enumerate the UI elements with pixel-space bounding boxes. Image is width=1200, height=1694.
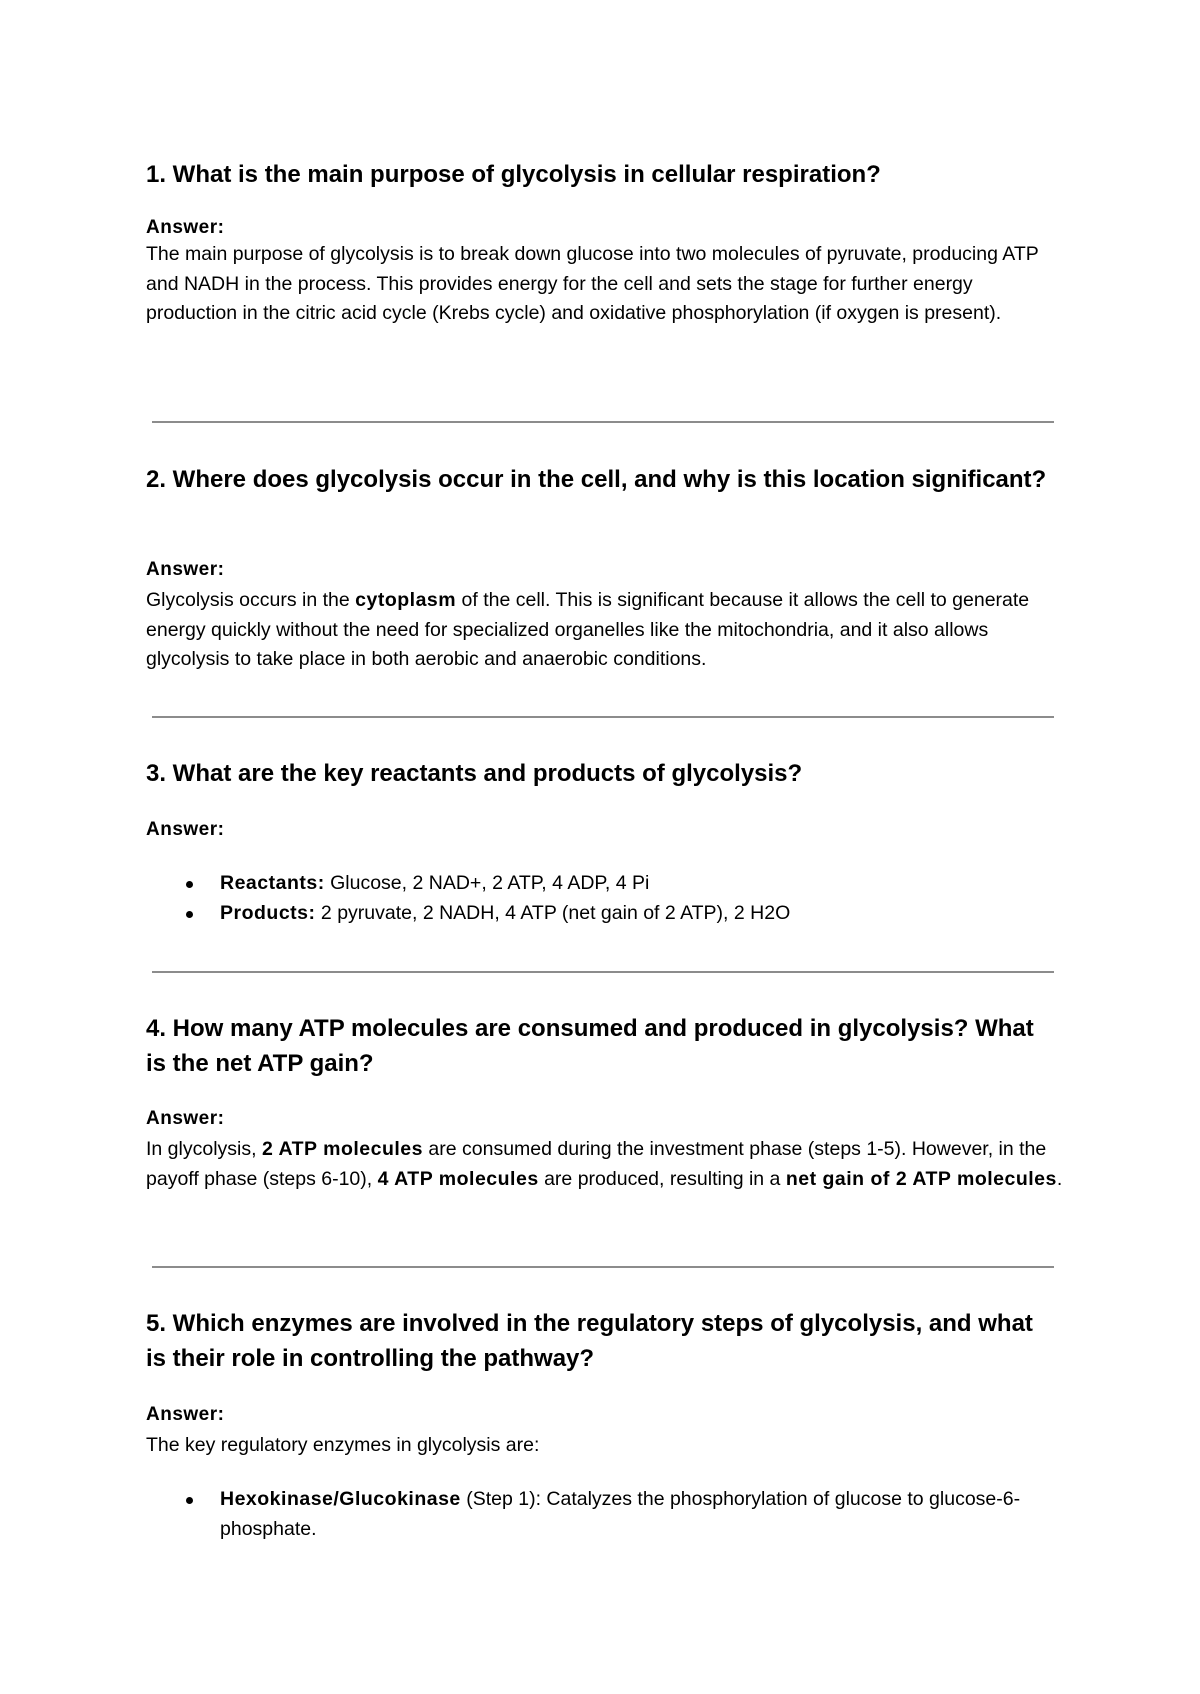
answer-5-bullet-list [146,1485,1066,1544]
answer-2-text [146,586,1066,675]
answer-1-label: Answer: [146,217,225,238]
list-item [146,869,1066,899]
answer-4-text [146,1135,1066,1194]
answer-text-segment: are produced, resulting in a [538,1167,786,1190]
answer-1-text: The main purpose of glycolysis is to break down glucose into two molecules of pyruvate, producing ATP and NADH in the process. This provides energy for the cell and sets the stage for further energy production in the citric acid cycle (Krebs cycle) and oxidative phosphorylation (if oxygen is present). [146,243,1039,324]
bullet-icon [186,881,193,888]
question-5-heading: 5. Which enzymes are involved in the regulatory steps of glycolysis, and what is their role in controlling the pathway? [146,1310,1033,1372]
question-3-heading: 3. What are the key reactants and products of glycolysis? [146,760,803,787]
list-item-text: 2 pyruvate, 2 NADH, 4 ATP (net gain of 2 ATP), 2 H2O [315,901,791,924]
list-item-bold-label: Products: [220,901,316,924]
list-item [146,1485,1066,1544]
answer-3-bullet-list [146,869,1066,928]
answer-4-label: Answer: [146,1108,225,1129]
question-4-heading: 4. How many ATP molecules are consumed and produced in glycolysis? What is the net ATP gain? [146,1015,1034,1077]
list-item-bold-label: Reactants: [220,872,325,894]
question-1-heading: 1. What is the main purpose of glycolysis in cellular respiration? [146,161,881,188]
answer-bold-term: cytoplasm [355,589,457,611]
list-item-bold-label: Hexokinase/Glucokinase [220,1488,461,1510]
answer-text-segment: are consumed during the investment phase (steps 1-5). However, in the payoff phase (steps 6-10), [146,1138,1047,1190]
answer-text-segment: In glycolysis, [146,1138,262,1160]
answer-2-label: Answer: [146,559,225,580]
bullet-icon [186,911,193,918]
section-divider [152,1266,1054,1268]
question-2-heading: 2. Where does glycolysis occur in the cell, and why is this location significant? [146,466,1047,493]
answer-text-segment: . [1056,1167,1063,1190]
answer-3-label: Answer: [146,819,225,840]
list-item [146,899,1066,929]
section-divider [152,716,1054,718]
answer-bold-term: 4 ATP molecules [377,1167,539,1190]
section-divider [152,421,1054,423]
answer-text-segment: Glycolysis occurs in the [146,589,356,611]
list-item-text: Glucose, 2 NAD+, 2 ATP, 4 ADP, 4 Pi [324,872,650,894]
answer-bold-term: net gain of 2 ATP molecules [785,1167,1057,1190]
answer-5-label: Answer: [146,1404,225,1425]
list-item-text: (Step 1): Catalyzes the phosphorylation of glucose to glucose-6-phosphate. [220,1488,1021,1540]
answer-text-segment: of the cell. This is significant because it allows the cell to generate energy quickly without the need for specialized organelles like the mitochondria, and it also allows glycolysis to take place in both aerobic and anaerobic conditions. [146,589,1030,670]
section-divider [152,971,1054,973]
answer-bold-term: 2 ATP molecules [261,1138,423,1160]
bullet-icon [186,1497,193,1504]
answer-5-text: The key regulatory enzymes in glycolysis are: [146,1434,540,1456]
